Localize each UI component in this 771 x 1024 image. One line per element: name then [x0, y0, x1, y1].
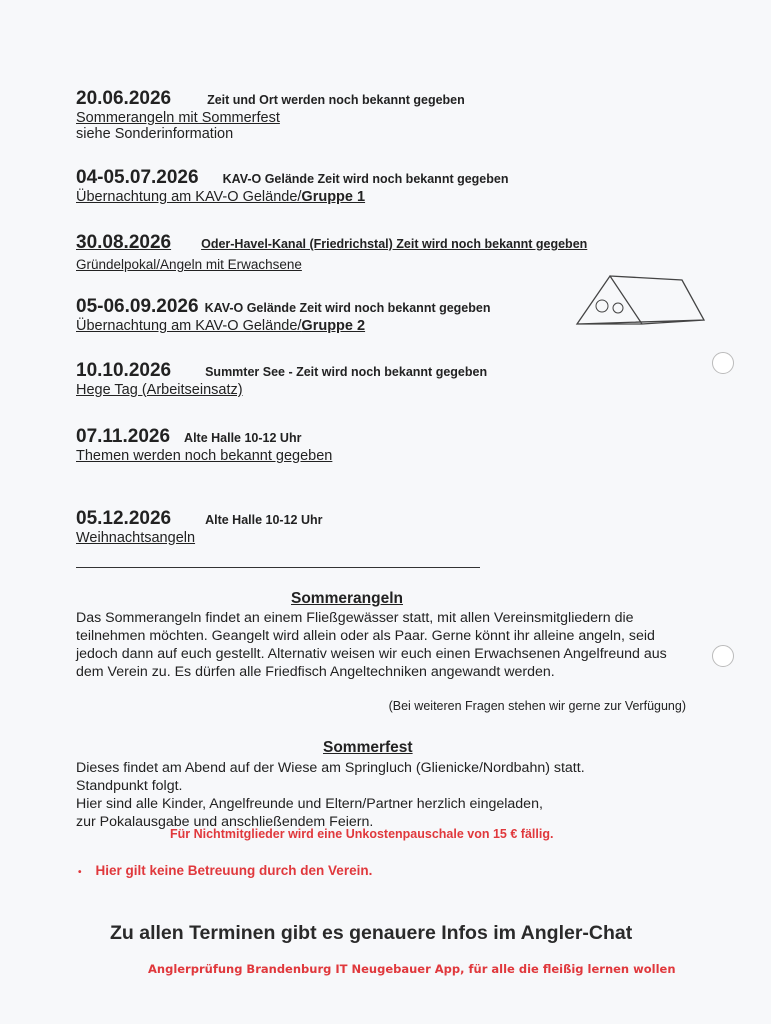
event-info: KAV-O Gelände Zeit wird noch bekannt gegeben [222, 172, 509, 186]
event-1 [76, 88, 465, 142]
event-date: 30.08.2026 [76, 232, 172, 253]
event-title: Gründelpokal/Angeln mit Erwachsene [76, 257, 302, 272]
event-info: Zeit und Ort werden noch bekannt gegeben [207, 93, 465, 107]
event-title: Übernachtung am KAV-O Gelände/Gruppe 2 [76, 318, 366, 334]
event-title: Übernachtung am KAV-O Gelände/Gruppe 1 [76, 189, 366, 205]
event-5 [76, 360, 487, 398]
divider [76, 567, 480, 568]
punch-hole [712, 645, 734, 667]
event-date: 05-06.09.2026 [76, 296, 199, 317]
event-date: 04-05.07.2026 [76, 167, 199, 188]
event-note: siehe Sonderinformation [76, 126, 234, 142]
sommerfest-heading: Sommerfest [323, 739, 413, 756]
event-date: 07.11.2026 [76, 426, 171, 447]
event-title: Sommerangeln mit Sommerfest [76, 110, 280, 126]
event-date: 10.10.2026 [76, 360, 172, 381]
chat-info: Zu allen Terminen gibt es genauere Infos im Angler-Chat [110, 922, 633, 944]
sommerfest-text: Dieses findet am Abend auf der Wiese am Springluch (Glienicke/Nordbahn) statt. Standpunkt folgt. Hier sind alle Kinder, Angelfreunde und Eltern/Partner herzlich eingeladen, zur Pokalausgabe und anschließendem Feiern. [76, 760, 585, 830]
event-info: Oder-Havel-Kanal (Friedrichstal) Zeit wird noch bekannt gegeben [201, 237, 588, 251]
event-info: Alte Halle 10-12 Uhr [184, 431, 302, 445]
bullet-note: • Hier gilt keine Betreuung durch den Verein. [78, 863, 373, 878]
sommerangeln-heading: Sommerangeln [291, 590, 403, 607]
event-7 [76, 508, 323, 546]
event-6 [76, 426, 332, 464]
tent-icon [572, 268, 707, 330]
event-2 [76, 167, 508, 205]
event-3 [76, 232, 587, 272]
sommerangeln-text: Das Sommerangeln findet an einem Fließgewässer statt, mit allen Vereinsmitgliedern die teilnehmen möchten. Geangelt wird allein oder als Paar. Gerne könnt ihr alleine angeln, seid jedoch dann auf euch gestellt. Alternativ weisen wir euch einen Erwachsenen Angelfreund aus dem Verein zu. Es dürfen alle Friedfisch Angeltechniken angewandt werden. [76, 610, 667, 680]
fee-note: Für Nichtmitglieder wird eine Unkostenpauschale von 15 € fällig. [170, 827, 554, 841]
bullet-icon: • [78, 867, 82, 878]
event-title: Hege Tag (Arbeitseinsatz) [76, 382, 243, 398]
questions-note: (Bei weiteren Fragen stehen wir gerne zur Verfügung) [388, 699, 686, 713]
event-title: Themen werden noch bekannt gegeben [76, 448, 333, 464]
event-date: 20.06.2026 [76, 88, 172, 109]
event-date: 05.12.2026 [76, 508, 172, 529]
event-info: Summter See - Zeit wird noch bekannt gegeben [205, 365, 488, 379]
event-info: KAV-O Gelände Zeit wird noch bekannt gegeben [204, 301, 491, 315]
punch-hole [712, 352, 734, 374]
app-info: Anglerprüfung Brandenburg IT Neugebauer App, für alle die fleißig lernen wollen [148, 962, 676, 976]
event-info: Alte Halle 10-12 Uhr [205, 513, 323, 527]
event-title: Weihnachtsangeln [76, 530, 196, 546]
event-4 [76, 296, 490, 334]
